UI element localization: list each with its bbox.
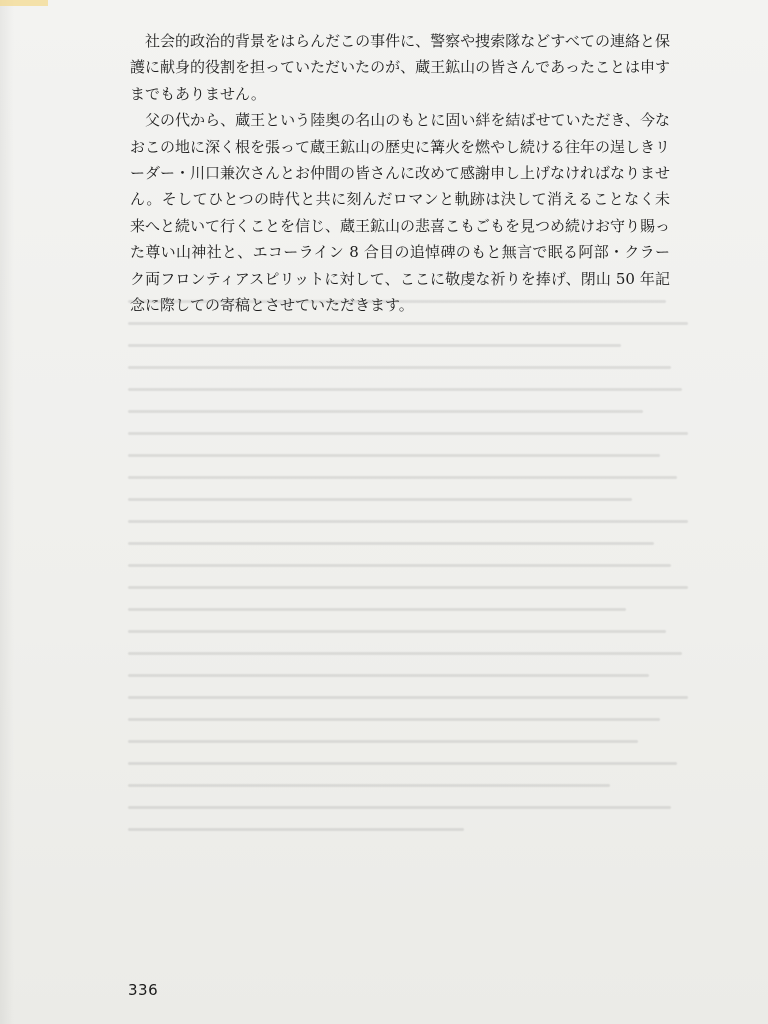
body-text [130, 28, 670, 318]
paragraph-1: 社会的政治的背景をはらんだこの事件に、警察や捜索隊などすべての連絡と保護に献身的役割を担っていただいたのが、蔵王鉱山の皆さんであったことは申すまでもありません。 [130, 32, 670, 103]
corner-tab-mark [0, 0, 48, 6]
bleed-through-text [128, 300, 688, 940]
paragraph-2: 父の代から、蔵王という陸奥の名山のもとに固い絆を結ばせていただき、今なおこの地に深く根を張って蔵王鉱山の歴史に篝火を燃やし続ける往年の逞しきリーダー・川口兼次さんとお仲間の皆さんに改めて感謝申し上げなければなりません。そしてひとつの時代と共に刻んだロマンと軌跡は決して消えることなく未来へと続いて行くことを信じ、蔵王鉱山の悲喜こもごもを見つめ続けお守り賜った尊い山神社と、エコーライン 8 合目の追悼碑のもと無言で眠る阿部・クラーク両フロンティアスピリットに対して、ここに敬虔な祈りを捧げ、閉山 50 年記念に際しての寄稿とさせていただきます。 [130, 111, 671, 315]
page-number: 336 [128, 981, 159, 999]
